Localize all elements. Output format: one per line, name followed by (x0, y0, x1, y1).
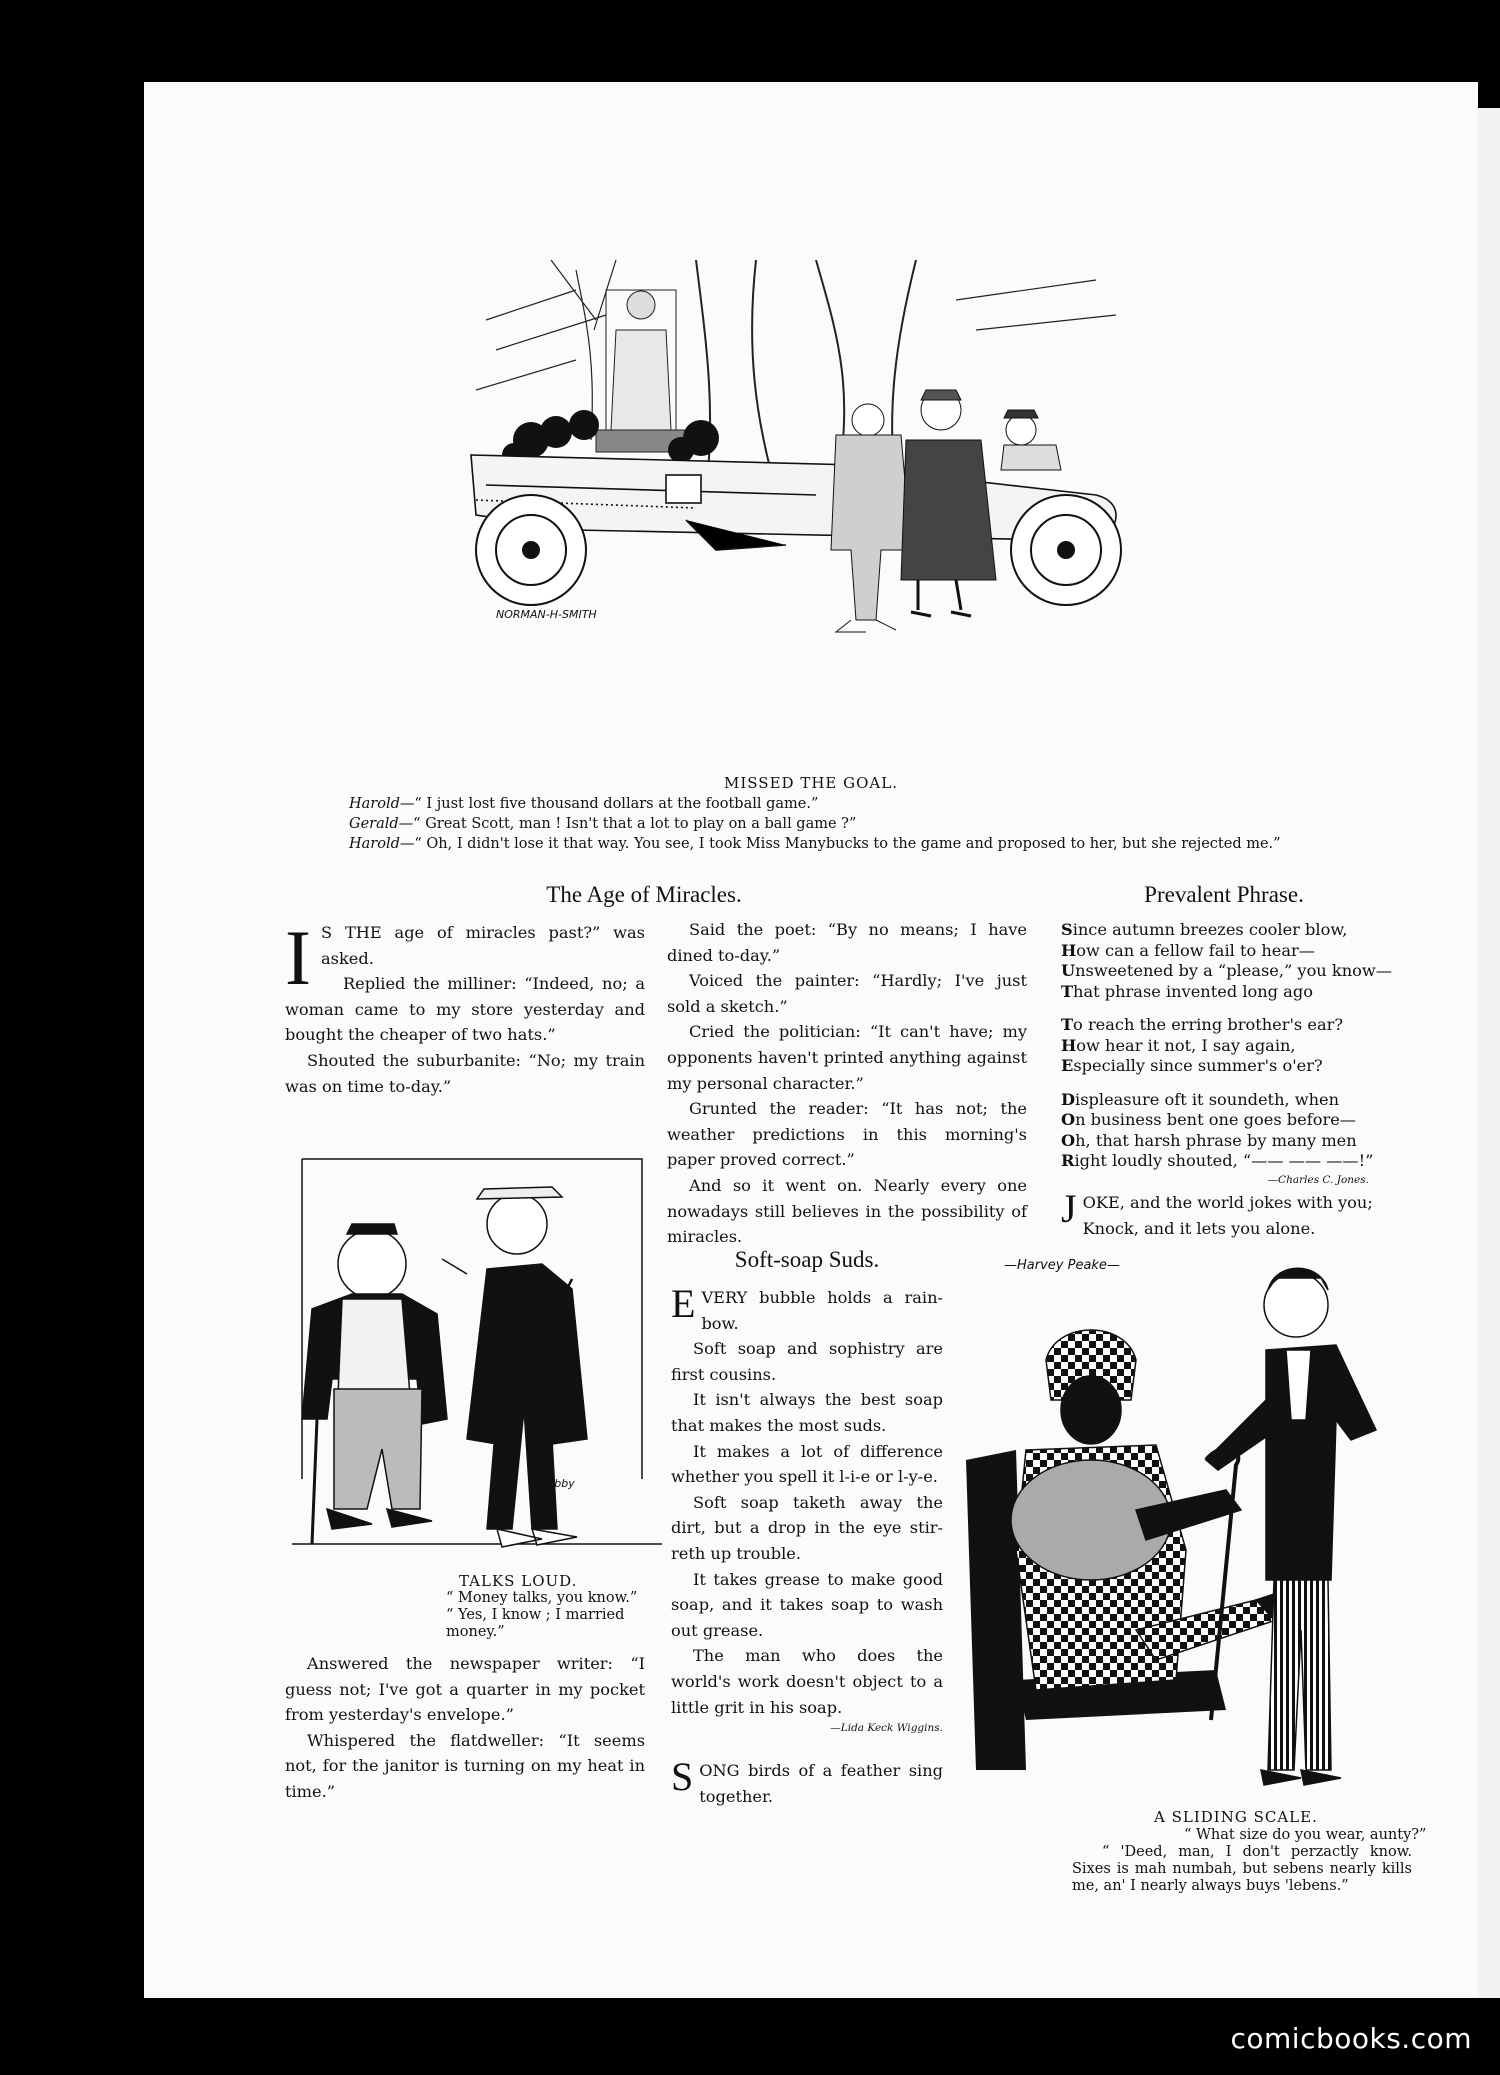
line-text: “ Great Scott, man ! Isn't that a lot to play on a ball game ?” (413, 816, 857, 832)
illustration-statue-car (456, 260, 1146, 636)
paragraph: Cried the politician: “It can't have; my opponents haven't printed anything against my personal character.” (667, 1022, 1027, 1093)
caption-line: “ What size do you wear, aunty?” (1184, 1827, 1427, 1843)
byline: —Charles C. Jones. (1267, 1173, 1369, 1186)
stanza (1061, 920, 1401, 1002)
line-text: “ I just lost five thousand dollars at the football game.” (414, 796, 819, 812)
cartoon3-signature: —Harvey Peake— (1004, 1258, 1120, 1273)
heading-soft-soap-suds: Soft-soap Suds. (734, 1247, 880, 1272)
paragraph: Whispered the flatdweller: “It seems not, for the janitor is turning on my heat in time.” (285, 1730, 645, 1801)
cartoon3-caption-first (1184, 1827, 1484, 1844)
paragraph: It makes a lot of difference whether you spell it l-i-e or l-y-e. (671, 1441, 943, 1487)
caption-line: “ Money talks, you know.” (446, 1590, 638, 1606)
column-2 (667, 917, 1027, 1250)
paragraph: Voiced the painter: “Hardly; I've just sold a sketch.” (667, 971, 1027, 1016)
poem-line: Oh, that harsh phrase by many men (1061, 1130, 1357, 1150)
paragraph: The man who does the world's work doesn't object to a little grit in his soap. (671, 1646, 943, 1717)
column-1-top (285, 914, 645, 1099)
song-birds-filler (671, 1754, 943, 1809)
paragraph: It isn't always the best soap that makes the most suds. (671, 1390, 943, 1435)
paragraph: Soft soap and sophistry are first cousins. (671, 1339, 943, 1384)
soft-soap-article (671, 1281, 943, 1735)
speaker: Gerald— (349, 816, 414, 832)
heading-age-of-miracles: The Age of Miracles. (546, 882, 742, 907)
prevalent-phrase-poem (1061, 920, 1401, 1186)
cartoon2-title: TALKS LOUD. (459, 1572, 578, 1590)
byline: —Lida Keck Wiggins. (830, 1722, 943, 1735)
column-1-bottom (285, 1651, 645, 1805)
caption-title: A SLIDING SCALE. (1154, 1808, 1318, 1826)
cartoon-missed-the-goal (456, 260, 1146, 636)
cartoon3-title (1154, 1808, 1454, 1826)
cartoon2-caption (364, 1572, 664, 1641)
paragraph: And so it went on. Nearly every one nowadays still believes in the possibility of miracles. (667, 1175, 1027, 1247)
watermark: comicbooks.com (1230, 2022, 1472, 2055)
poem-line: Unsweetened by a “please,” you know— (1061, 961, 1392, 980)
line-text: “ Oh, I didn't lose it that way. You see, I took Miss Manybucks to the game and proposed to her, but she rejected me.” (414, 836, 1281, 852)
illustration-two-men (272, 1149, 672, 1571)
heading-prevalent-phrase: Prevalent Phrase. (1144, 882, 1304, 907)
cartoon3-caption-second (1072, 1844, 1412, 1895)
poem-line: To reach the erring brother's ear? (1061, 1015, 1344, 1034)
joke-filler (1061, 1186, 1401, 1241)
caption-line: “ Yes, I know ; I married money.” (446, 1607, 625, 1640)
paragraph: ONG birds of a feather sing together. (699, 1761, 943, 1806)
poem-line: Since autumn breezes cooler blow, (1061, 920, 1348, 939)
paragraph: Knock, and it lets you alone. (1082, 1218, 1316, 1238)
paragraph: Grunted the reader: “It has not; the weather predictions in this morning's paper proved correct.” (667, 1099, 1027, 1170)
cartoon1-signature: NORMAN-H-SMITH (496, 608, 597, 621)
poem-line: That phrase invented long ago (1061, 981, 1313, 1001)
speaker: Harold— (349, 796, 415, 812)
illustration-aunty-salesman (956, 1250, 1436, 1805)
cartoon-talks-loud (272, 1149, 672, 1571)
paragraph: Shouted the suburbanite: “No; my train was on time to-day.” (285, 1050, 645, 1096)
dialogue-line (349, 794, 1369, 814)
paragraph: Replied the milliner: “Indeed, no; a woman came to my store yesterday and bought the cheaper of two hats.” (285, 974, 645, 1045)
dialogue-line (349, 834, 1369, 854)
paragraph: S THE age of miracles past?” was asked. (320, 923, 645, 968)
poem-line: How hear it not, I say again, (1061, 1035, 1296, 1055)
paragraph: Answered the newspaper writer: “I guess not; I've got a quarter in my pocket from yesterday's envelope.” (285, 1654, 645, 1725)
paragraph: OKE, and the world jokes with you; (1082, 1193, 1373, 1212)
dialogue-line (349, 814, 1369, 834)
dropcap-e: E (671, 1281, 696, 1326)
caption-line: “ 'Deed, man, I don't perzactly know. Sixes is mah numbah, but sebens nearly kills me, an' I nearly always buys 'lebens.” (1072, 1844, 1412, 1894)
poem-line: Especially since summer's o'er? (1061, 1056, 1323, 1075)
paragraph: It takes grease to make good soap, and it takes soap to wash out grease. (671, 1569, 943, 1640)
speaker: Harold— (349, 836, 415, 852)
cartoon2-signature: Bobby (540, 1477, 575, 1490)
magazine-page (144, 82, 1478, 1998)
poem-line: Displeasure oft it soundeth, when (1061, 1089, 1340, 1109)
paragraph: Said the poet: “By no means; I have dined to-day.” (667, 920, 1027, 965)
dropcap-j: J (1061, 1186, 1077, 1231)
poem-line: On business bent one goes before— (1061, 1110, 1356, 1129)
adjacent-page-edge (1478, 108, 1500, 1998)
poem-line: Right loudly shouted, “—— —— ——!” (1061, 1151, 1374, 1170)
stanza (1061, 1090, 1401, 1172)
stanza (1061, 1015, 1401, 1077)
dropcap-i: I (285, 914, 311, 1001)
cartoon-sliding-scale (956, 1250, 1436, 1805)
paragraph: VERY bubble holds a rain-bow. (701, 1288, 943, 1333)
cartoon1-dialogue (349, 794, 1369, 854)
cartoon1-title: MISSED THE GOAL. (724, 774, 898, 792)
poem-line: How can a fellow fail to hear— (1061, 940, 1315, 960)
dropcap-s: S (671, 1754, 694, 1799)
paragraph: Soft soap taketh away the dirt, but a drop in the eye stir-reth up trouble. (671, 1492, 943, 1563)
